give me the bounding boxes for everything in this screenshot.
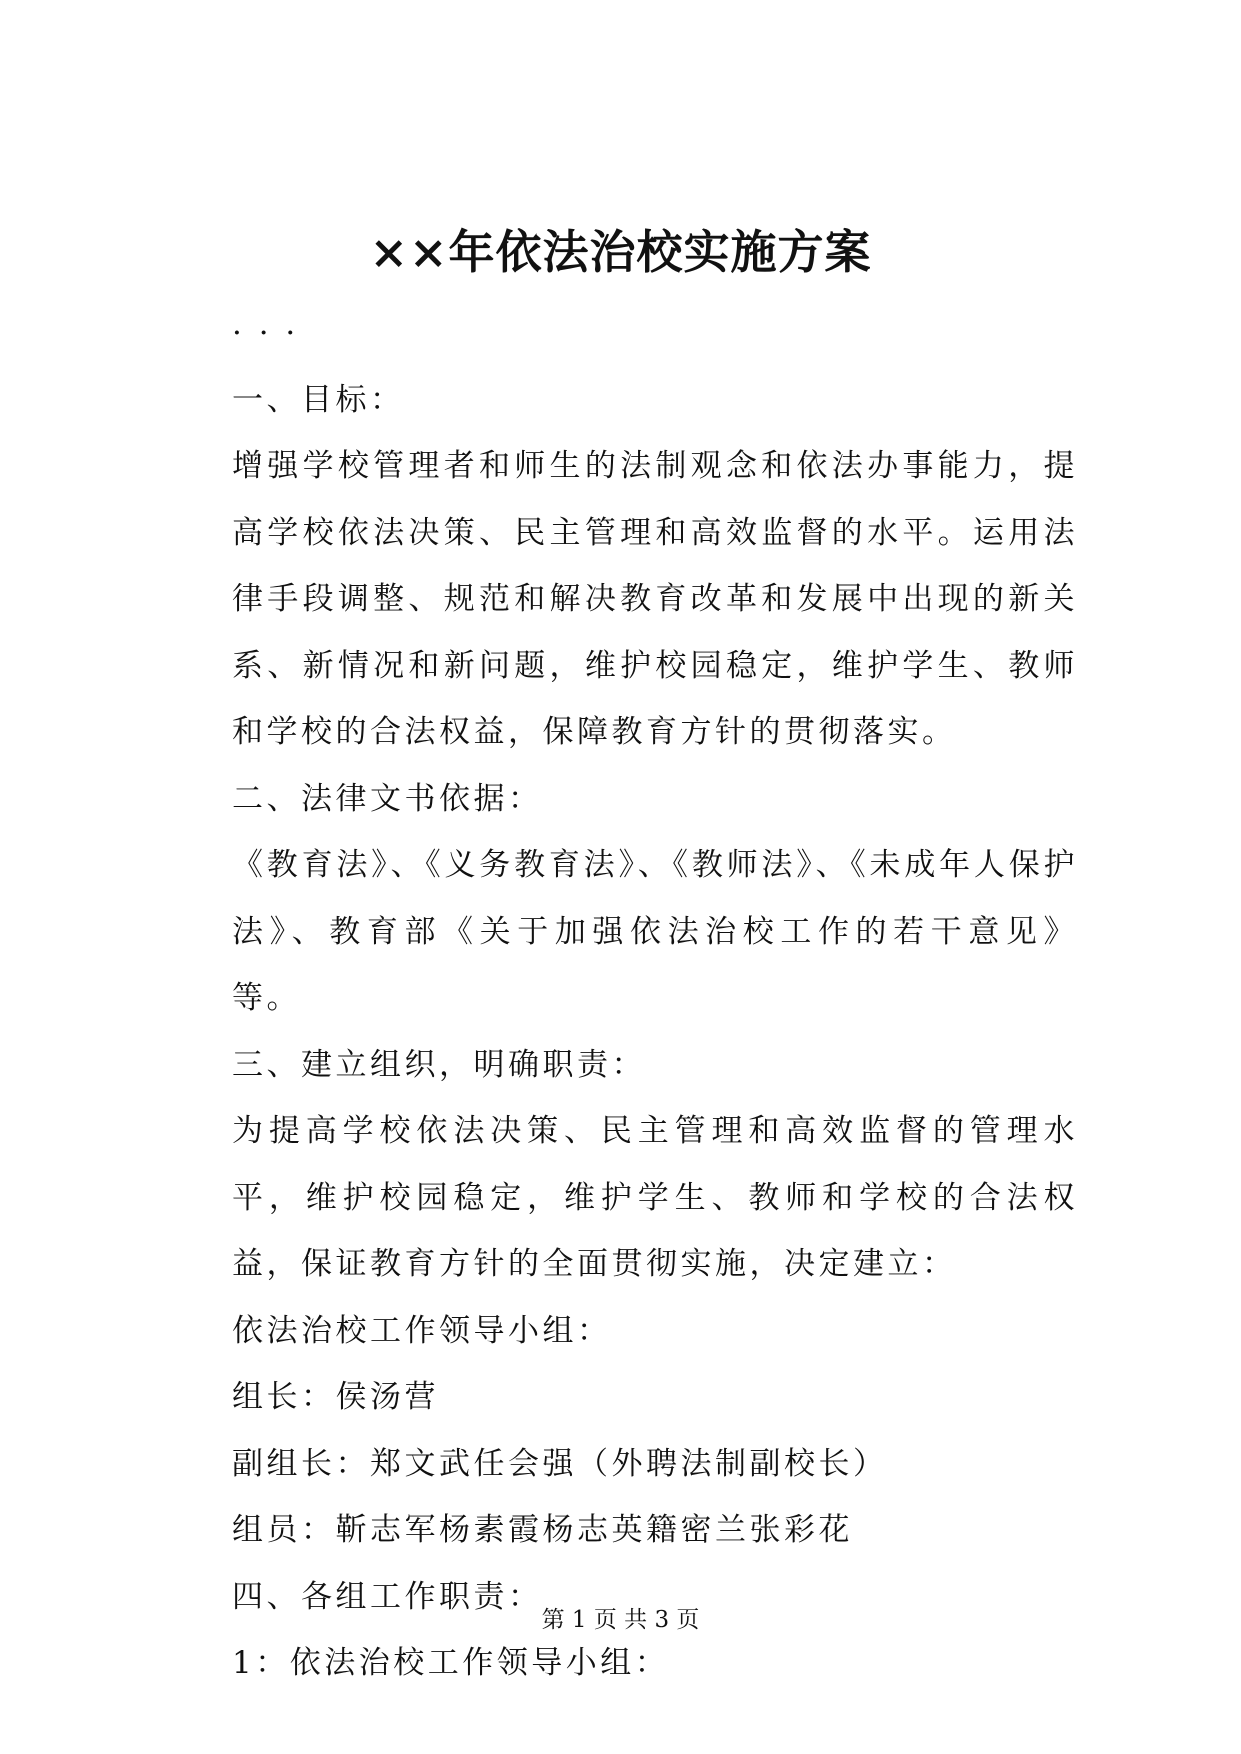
section-heading-goal: 一、目标： xyxy=(232,381,405,418)
section-heading-legal-basis: 二、法律文书依据： xyxy=(232,780,543,817)
paragraph-goal: 增强学校管理者和师生的法制观念和依法办事能力，提高学校依法决策、民主管理和高效监督的水平。运用法律手段调整、规范和解决教育改革和发展中出现的新关系、新情况和新问题，维护校园稳定，维护学生、教师和学校的合法权益，保障教育方针的贯彻落实。 xyxy=(232,448,1078,750)
deputy-leader-line: 副组长：郑文武任会强（外聘法制副校长） xyxy=(232,1445,888,1482)
group-members-line: 组员：靳志军杨素霞杨志英籍密兰张彩花 xyxy=(232,1512,853,1548)
section-heading-organization: 三、建立组织，明确职责： xyxy=(232,1046,646,1083)
page-number-footer: 第 1 页 共 3 页 xyxy=(541,1607,700,1633)
group-leader-line: 组长：侯汤营 xyxy=(232,1379,439,1415)
document-body xyxy=(166,300,1078,1697)
paragraph-organization: 为提高学校依法决策、民主管理和高效监督的管理水平，维护校园稳定，维护学生、教师和学校的合法权益，保证教育方针的全面贯彻实施，决定建立： xyxy=(232,1113,1078,1282)
duty-item-1: 1：依法治校工作领导小组： xyxy=(232,1645,670,1681)
section-heading-duties: 四、各组工作职责： xyxy=(232,1578,543,1615)
document-title: ××年依法治校实施方案 xyxy=(369,225,872,279)
paragraph-legal-basis: 《教育法》、《义务教育法》、《教师法》、《未成年人保护法》、教育部《关于加强依法治校工作的若干意见》等。 xyxy=(232,847,1078,1016)
ellipsis-line: · · · xyxy=(232,315,299,351)
leadership-group-label: 依法治校工作领导小组： xyxy=(232,1312,612,1349)
